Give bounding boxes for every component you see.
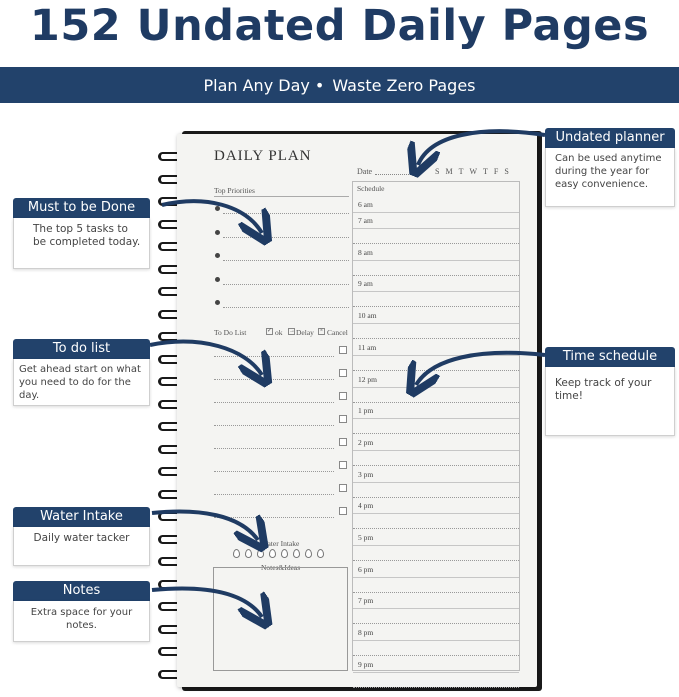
notes-ideas-label: Notes&Ideas (261, 563, 301, 572)
todo-line (214, 379, 334, 380)
priority-bullet (215, 277, 220, 282)
tagline-plan: Plan Any Day • (203, 75, 325, 95)
callout-water-text: Daily water tacker (13, 527, 150, 566)
half-hour-line (353, 655, 519, 656)
schedule-hour: 9 am (358, 279, 373, 289)
priority-line (223, 260, 349, 261)
schedule-hour: 8 pm (358, 628, 374, 638)
todo-checkbox (339, 369, 347, 377)
hour-line (353, 260, 519, 261)
schedule-hour: 6 pm (358, 564, 374, 574)
callout-undated-planner (545, 128, 675, 207)
planner-title: DAILY PLAN (214, 148, 312, 164)
callout-todo-text: Get ahead start on what you need to do for the day. (13, 359, 150, 406)
todo-checkbox (339, 392, 347, 400)
todo-checkbox (339, 461, 347, 469)
callout-notes (13, 581, 150, 642)
priority-line (223, 237, 349, 238)
todo-checkbox (339, 346, 347, 354)
priority-bullet (215, 253, 220, 258)
half-hour-line (353, 687, 519, 688)
todo-line (214, 471, 334, 472)
callout-water-intake (13, 507, 150, 566)
schedule-hour: 4 pm (358, 501, 374, 511)
callout-undated-title: Undated planner (545, 128, 675, 148)
status-delay: Delay (296, 328, 314, 337)
todo-line (214, 402, 334, 403)
schedule-hour: 7 am (358, 216, 373, 225)
todo-line (214, 425, 334, 426)
water-drop-icon (257, 549, 264, 558)
hour-line (353, 672, 519, 673)
half-hour-line (353, 275, 519, 276)
callout-undated-text: Can be used anytime during the year for easy convenience. (545, 148, 675, 207)
priority-bullet (215, 300, 220, 305)
status-cancel: Cancel (327, 328, 348, 337)
weekday-letters: SMTWTFS (435, 167, 515, 176)
schedule-hour: 2 pm (358, 437, 374, 447)
schedule-label: Schedule (357, 184, 385, 193)
hour-line (353, 355, 519, 356)
water-drop-icon (233, 549, 240, 558)
tagline-waste: Waste Zero Pages (332, 75, 476, 95)
schedule-box (352, 181, 520, 671)
schedule-hour: 7 pm (358, 596, 374, 606)
hour-line (353, 545, 519, 546)
notes-box (213, 567, 348, 671)
water-drop-icon (293, 549, 300, 558)
water-drop-icon (245, 549, 252, 558)
callout-must-title: Must to be Done (13, 198, 150, 218)
tagline-banner (0, 67, 679, 103)
callout-must-to-be-done (13, 198, 150, 269)
schedule-hour: 8 am (358, 247, 373, 257)
hour-line (353, 291, 519, 292)
planner-page (177, 134, 537, 687)
schedule-hour: 11 am (358, 342, 377, 352)
delay-arrow-icon: → (289, 328, 295, 334)
half-hour-line (353, 338, 519, 339)
todo-checkbox (339, 484, 347, 492)
half-hour-line (353, 370, 519, 371)
half-hour-line (353, 592, 519, 593)
hour-line (353, 212, 519, 213)
priority-line (223, 213, 349, 214)
hour-line (353, 577, 519, 578)
half-hour-line (353, 465, 519, 466)
hour-line (353, 418, 519, 419)
hour-line (353, 640, 519, 641)
water-intake-label: Water Intake (261, 539, 300, 548)
callout-notes-text: Extra space for your notes. (13, 601, 150, 642)
cancel-x-icon: × (319, 328, 324, 334)
half-hour-line (353, 402, 519, 403)
date-label: Date (357, 167, 373, 176)
schedule-hour: 3 pm (358, 469, 374, 479)
half-hour-line (353, 528, 519, 529)
priority-line (223, 284, 349, 285)
callout-time-title: Time schedule (545, 347, 675, 367)
callout-must-text: The top 5 tasks to be completed today. (13, 218, 150, 269)
schedule-hour: 5 pm (358, 533, 374, 542)
water-drop-icon (281, 549, 288, 558)
schedule-hour: 12 pm (358, 374, 377, 384)
todo-line (214, 517, 334, 518)
todo-line (214, 356, 334, 357)
water-drop-icon (305, 549, 312, 558)
status-ok: ok (275, 328, 283, 337)
callout-notes-title: Notes (13, 581, 150, 601)
schedule-hour: 9 pm (358, 659, 374, 669)
priorities-rule (214, 196, 349, 197)
todo-checkbox (339, 438, 347, 446)
callout-water-title: Water Intake (13, 507, 150, 527)
priority-bullet (215, 230, 220, 235)
schedule-hour: 6 am (358, 200, 373, 209)
hour-line (353, 387, 519, 388)
todo-line (214, 494, 334, 495)
top-priorities-label: Top Priorities (214, 186, 255, 195)
callout-todo-list (13, 339, 150, 406)
half-hour-line (353, 433, 519, 434)
ok-check-icon: ✓ (267, 328, 273, 334)
date-line (375, 174, 415, 175)
todo-checkbox (339, 415, 347, 423)
hour-line (353, 323, 519, 324)
page-title: 152 Undated Daily Pages (29, 1, 650, 51)
hour-line (353, 513, 519, 514)
schedule-hour: 10 am (358, 311, 377, 321)
half-hour-line (353, 243, 519, 244)
water-drop-icon (317, 549, 324, 558)
priority-bullet (215, 206, 220, 211)
hour-line (353, 228, 519, 229)
priority-line (223, 307, 349, 308)
schedule-hour: 1 pm (358, 406, 374, 416)
hour-line (353, 608, 519, 609)
hour-line (353, 482, 519, 483)
todo-label: To Do List (214, 328, 247, 337)
half-hour-line (353, 560, 519, 561)
todo-line (214, 448, 334, 449)
callout-time-text: Keep track of your time! (545, 367, 675, 436)
todo-checkbox (339, 507, 347, 515)
hour-line (353, 450, 519, 451)
water-drop-icon (269, 549, 276, 558)
half-hour-line (353, 306, 519, 307)
callout-todo-title: To do list (13, 339, 150, 359)
callout-time-schedule (545, 347, 675, 436)
half-hour-line (353, 497, 519, 498)
half-hour-line (353, 623, 519, 624)
